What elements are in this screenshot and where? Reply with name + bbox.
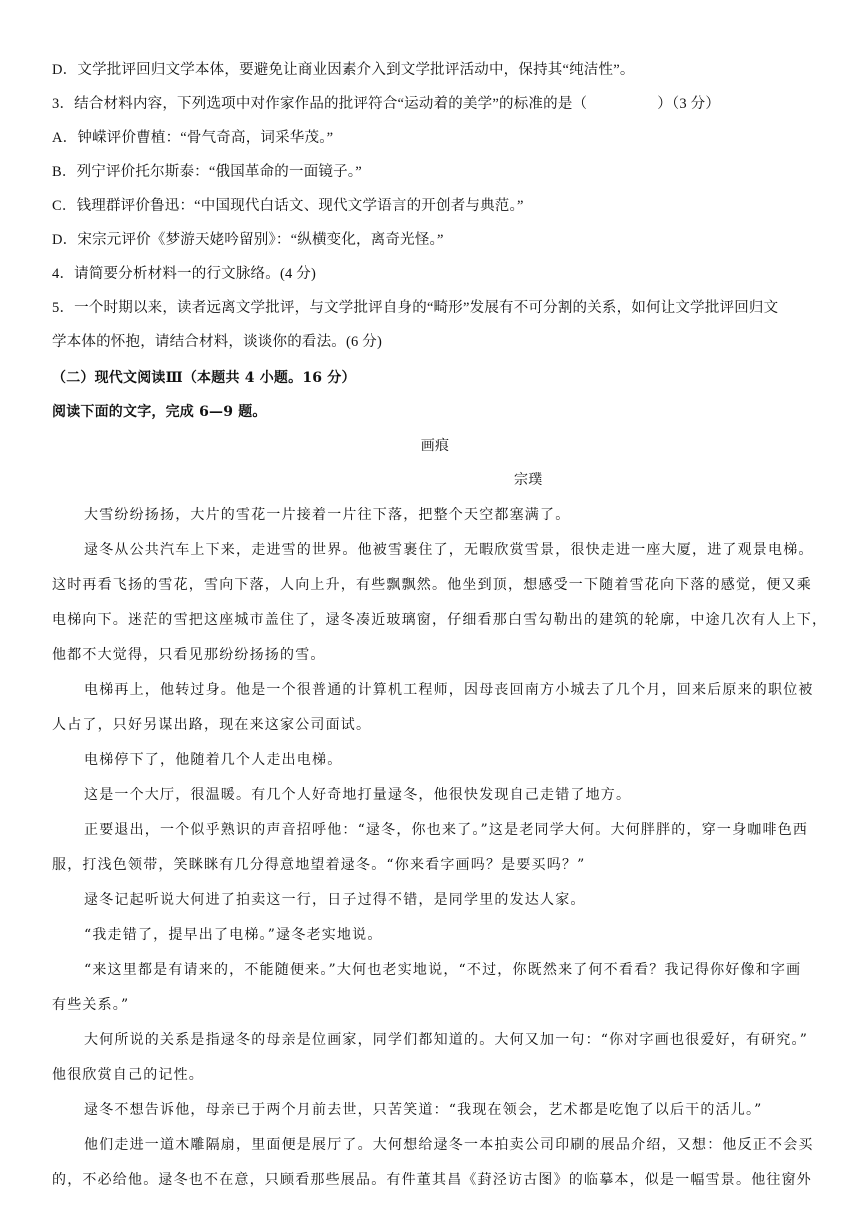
question-3-text: 3．结合材料内容，下列选项中对作家作品的批评符合“运动着的美学”的标准的是（ bbox=[52, 96, 588, 112]
story-line: “我走错了，提早出了电梯。”逯冬老实地说。 bbox=[84, 927, 383, 943]
story-line: “来这里都是有请来的，不能随便来。”大何也老实地说，“不过，你既然来了何不看看？我记得你好像和字画 bbox=[84, 962, 802, 978]
story-author: 宗璞 bbox=[514, 472, 543, 488]
story-line: 他们走进一道木雕隔扇，里面便是展厅了。大何想给逯冬一本拍卖公司印刷的展品介绍，又想：他反正不会买 bbox=[84, 1137, 814, 1153]
story-line: 正要退出，一个似乎熟识的声音招呼他：“逯冬，你也来了。”这是老同学大何。大何胖胖的，穿一身咖啡色西 bbox=[84, 822, 809, 838]
section-heading: （二）现代文阅读Ⅲ（本题共 4 小题。16 分） bbox=[52, 370, 356, 386]
question-5-line-1: 5．一个时期以来，读者远离文学批评，与文学批评自身的“畸形”发展有不可分割的关系，如何让文学批评回归文 bbox=[52, 300, 779, 316]
story-line: 电梯停下了，他随着几个人走出电梯。 bbox=[84, 752, 343, 768]
story-line: 人占了，只好另谋出路，现在来这家公司面试。 bbox=[52, 717, 372, 733]
story-line: 他都不大觉得，只看见那纷纷扬扬的雪。 bbox=[52, 647, 326, 663]
story-line: 逯冬不想告诉他，母亲已于两个月前去世，只苦笑道：“我现在领会，艺术都是吃饱了以后干的活儿。” bbox=[84, 1102, 763, 1118]
story-line: 大何所说的关系是指逯冬的母亲是位画家，同学们都知道的。大何又加一句：“你对字画也很爱好，有研究。” bbox=[84, 1032, 809, 1048]
option-d-prev: D．文学批评回归文学本体，要避免让商业因素介入到文学批评活动中，保持其“纯洁性”。 bbox=[52, 62, 635, 78]
question-5-line-2: 学本体的怀抱，请结合材料，谈谈你的看法。(6 分) bbox=[52, 334, 383, 350]
question-3-score: ）（3 分） bbox=[657, 96, 721, 112]
story-line: 这是一个大厅，很温暖。有几个人好奇地打量逯冬，他很快发现自己走错了地方。 bbox=[84, 787, 632, 803]
story-line: 有些关系。” bbox=[52, 997, 130, 1013]
story-line: 这时再看飞扬的雪花，雪向下落，人向上升，有些飘飘然。他坐到顶，想感受一下随着雪花向下落的感觉，便又乘 bbox=[52, 577, 812, 593]
story-line: 大雪纷纷扬扬，大片的雪花一片接着一片往下落，把整个天空都塞满了。 bbox=[84, 507, 571, 523]
option-b: B．列宁评价托尔斯泰：“俄国革命的一面镜子。” bbox=[52, 164, 362, 180]
section-instruction: 阅读下面的文字，完成 6—9 题。 bbox=[52, 404, 267, 420]
story-title: 画痕 bbox=[420, 438, 450, 454]
question-4: 4．请简要分析材料一的行文脉络。(4 分) bbox=[52, 266, 316, 282]
story-line: 逯冬从公共汽车上下来，走进雪的世界。他被雪裹住了，无暇欣赏雪景，很快走进一座大厦，进了观景电梯。 bbox=[84, 542, 814, 558]
option-d: D．宋宗元评价《梦游天姥吟留别》：“纵横变化，离奇光怪。” bbox=[52, 232, 444, 248]
option-c: C．钱理群评价鲁迅：“中国现代白话文、现代文学语言的开创者与典范。” bbox=[52, 198, 524, 214]
story-line: 逯冬记起听说大何进了拍卖这一行，日子过得不错，是同学里的发达人家。 bbox=[84, 892, 586, 908]
question-3 bbox=[52, 94, 822, 114]
story-line: 服，打浅色领带，笑眯眯有几分得意地望着逯冬。“你来看字画吗？是要买吗？” bbox=[52, 857, 586, 873]
story-line: 的，不必给他。逯冬也不在意，只顾看那些展品。有件董其昌《葑泾访古图》的临摹本，似是一幅雪景。他往窗外 bbox=[52, 1172, 812, 1188]
story-line: 他很欣赏自己的记性。 bbox=[52, 1067, 204, 1083]
story-line: 电梯向下。迷茫的雪把这座城市盖住了，逯冬凑近玻璃窗，仔细看那白雪勾勒出的建筑的轮廓，中途几次有人上下， bbox=[52, 612, 828, 628]
option-a: A．钟嵘评价曹植：“骨气奇高，词采华茂。” bbox=[52, 130, 334, 146]
story-line: 电梯再上，他转过身。他是一个很普通的计算机工程师，因母丧回南方小城去了几个月，回来后原来的职位被 bbox=[84, 682, 814, 698]
